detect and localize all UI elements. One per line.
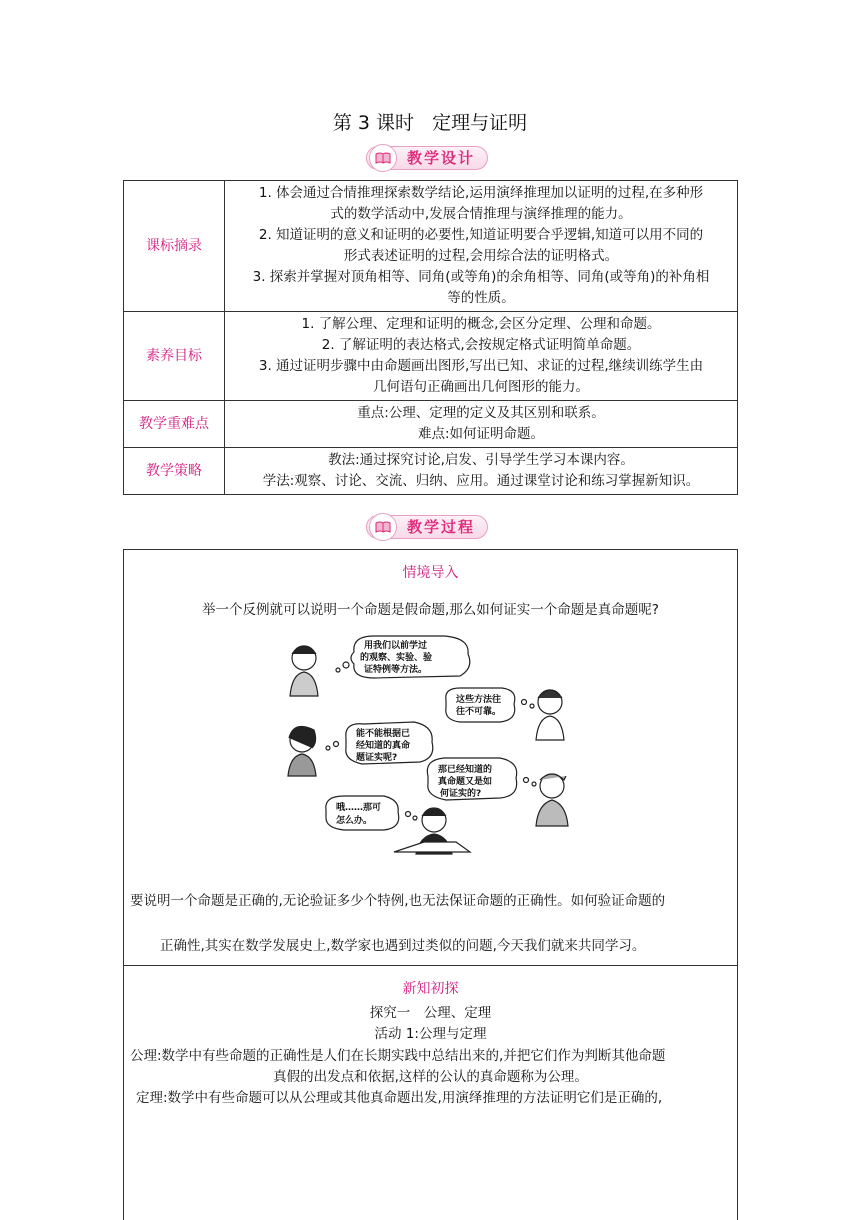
- content-line: 1. 体会通过合情推理探索数学结论,运用演绎推理加以证明的过程,在多种形: [258, 185, 704, 201]
- content-line: 2. 知道证明的意义和证明的必要性,知道证明要合乎逻辑,知道可以用不同的: [258, 227, 704, 243]
- row-label: 课标摘录: [124, 181, 225, 312]
- bubble-text: 真命题又是如: [438, 777, 493, 787]
- book-icon: [369, 144, 397, 172]
- process-box: [123, 549, 738, 1220]
- bubble-text: 证特例等方法。: [364, 665, 428, 675]
- content-line: 3. 通过证明步骤中由命题画出图形,写出已知、求证的过程,继续训练学生由: [258, 358, 704, 374]
- bubble-text: 题证实呢?: [356, 753, 398, 763]
- row-content: [225, 401, 738, 448]
- bubble-text: 的观察、实验、验: [360, 653, 433, 663]
- teaching-design-banner: [366, 145, 488, 171]
- row-content: [225, 448, 738, 495]
- bubble-text: 往不可靠。: [456, 707, 502, 717]
- bubble-text: 能不能根据已: [356, 729, 411, 739]
- table-row: [124, 312, 738, 401]
- student-icon: [536, 774, 568, 826]
- lesson-name: 定理与证明: [432, 112, 528, 134]
- bubble-text: 怎么办。: [336, 816, 373, 826]
- course-info-table: [123, 180, 738, 495]
- bubble-text: 何证实的?: [440, 789, 482, 799]
- axiom-text-line: 公理:数学中有些命题的正确性是人们在长期实践中总结出来的,并把它们作为判断其他命题: [130, 1048, 666, 1064]
- content-line: 2. 了解证明的表达格式,会按规定格式证明简单命题。: [321, 337, 641, 353]
- sub-heading: 探究一 公理、定理: [369, 1005, 492, 1021]
- banner-process-label: 教学过程: [407, 518, 476, 536]
- table-row: [124, 448, 738, 495]
- student-icon: [288, 726, 316, 776]
- axiom-text-line: 真假的出发点和依据,这样的公认的真命题称为公理。: [273, 1069, 588, 1085]
- table-row: [124, 401, 738, 448]
- student-icon: [536, 690, 564, 740]
- banner-design-label: 教学设计: [407, 149, 476, 167]
- discussion-illustration: [274, 630, 594, 855]
- activity-heading: 活动 1:公理与定理: [374, 1026, 487, 1042]
- row-content: [225, 312, 738, 401]
- theorem-text-line: 定理:数学中有些命题可以从公理或其他真命题出发,用演绎推理的方法证明它们是正确的,: [136, 1090, 663, 1106]
- content-line: 教法:通过探究讨论,启发、引导学生学习本课内容。: [328, 452, 634, 468]
- content-line: 几何语句正确画出几何图形的能力。: [373, 379, 589, 395]
- intro-paragraph-line: 正确性,其实在数学发展史上,数学家也遇到过类似的问题,今天我们就来共同学习。: [160, 938, 646, 954]
- section-heading: 情境导入: [402, 565, 459, 581]
- row-content: [225, 181, 738, 312]
- content-line: 形式表述证明的过程,会用综合法的证明格式。: [343, 248, 619, 264]
- row-label: 教学策略: [124, 448, 225, 495]
- table-row: [124, 181, 738, 312]
- content-line: 重点:公理、定理的定义及其区别和联系。: [357, 405, 605, 421]
- intro-question: 举一个反例就可以说明一个命题是假命题,那么如何证实一个命题是真命题呢?: [202, 602, 659, 618]
- content-line: 1. 了解公理、定理和证明的概念,会区分定理、公理和命题。: [301, 316, 661, 332]
- bubble-text: 那已经知道的: [438, 765, 493, 775]
- bubble-text: 经知道的真命: [356, 741, 411, 751]
- lesson-title: [0, 108, 860, 135]
- content-line: 等的性质。: [447, 290, 515, 306]
- row-label: 素养目标: [124, 312, 225, 401]
- content-line: 3. 探索并掌握对顶角相等、同角(或等角)的余角相等、同角(或等角)的补角相: [252, 269, 710, 285]
- bubble-text: 哦……那可: [336, 803, 382, 813]
- teaching-process-banner: [366, 514, 488, 540]
- intro-paragraph-line: 要说明一个命题是正确的,无论验证多少个特例,也无法保证命题的正确性。如何验证命题的: [130, 893, 666, 909]
- section-heading: 新知初探: [402, 981, 459, 997]
- bubble-text: 这些方法往: [456, 695, 502, 705]
- content-line: 式的数学活动中,发展合情推理与演绎推理的能力。: [330, 206, 632, 222]
- book-icon: [369, 513, 397, 541]
- lesson-number: 第 3 课时: [332, 112, 415, 134]
- content-line: 难点:如何证明命题。: [417, 426, 545, 442]
- section-divider: [124, 965, 737, 966]
- row-label: 教学重难点: [124, 401, 225, 448]
- content-line: 学法:观察、讨论、交流、归纳、应用。通过课堂讨论和练习掌握新知识。: [262, 473, 700, 489]
- student-icon: [290, 646, 318, 696]
- bubble-text: 用我们以前学过: [364, 641, 428, 651]
